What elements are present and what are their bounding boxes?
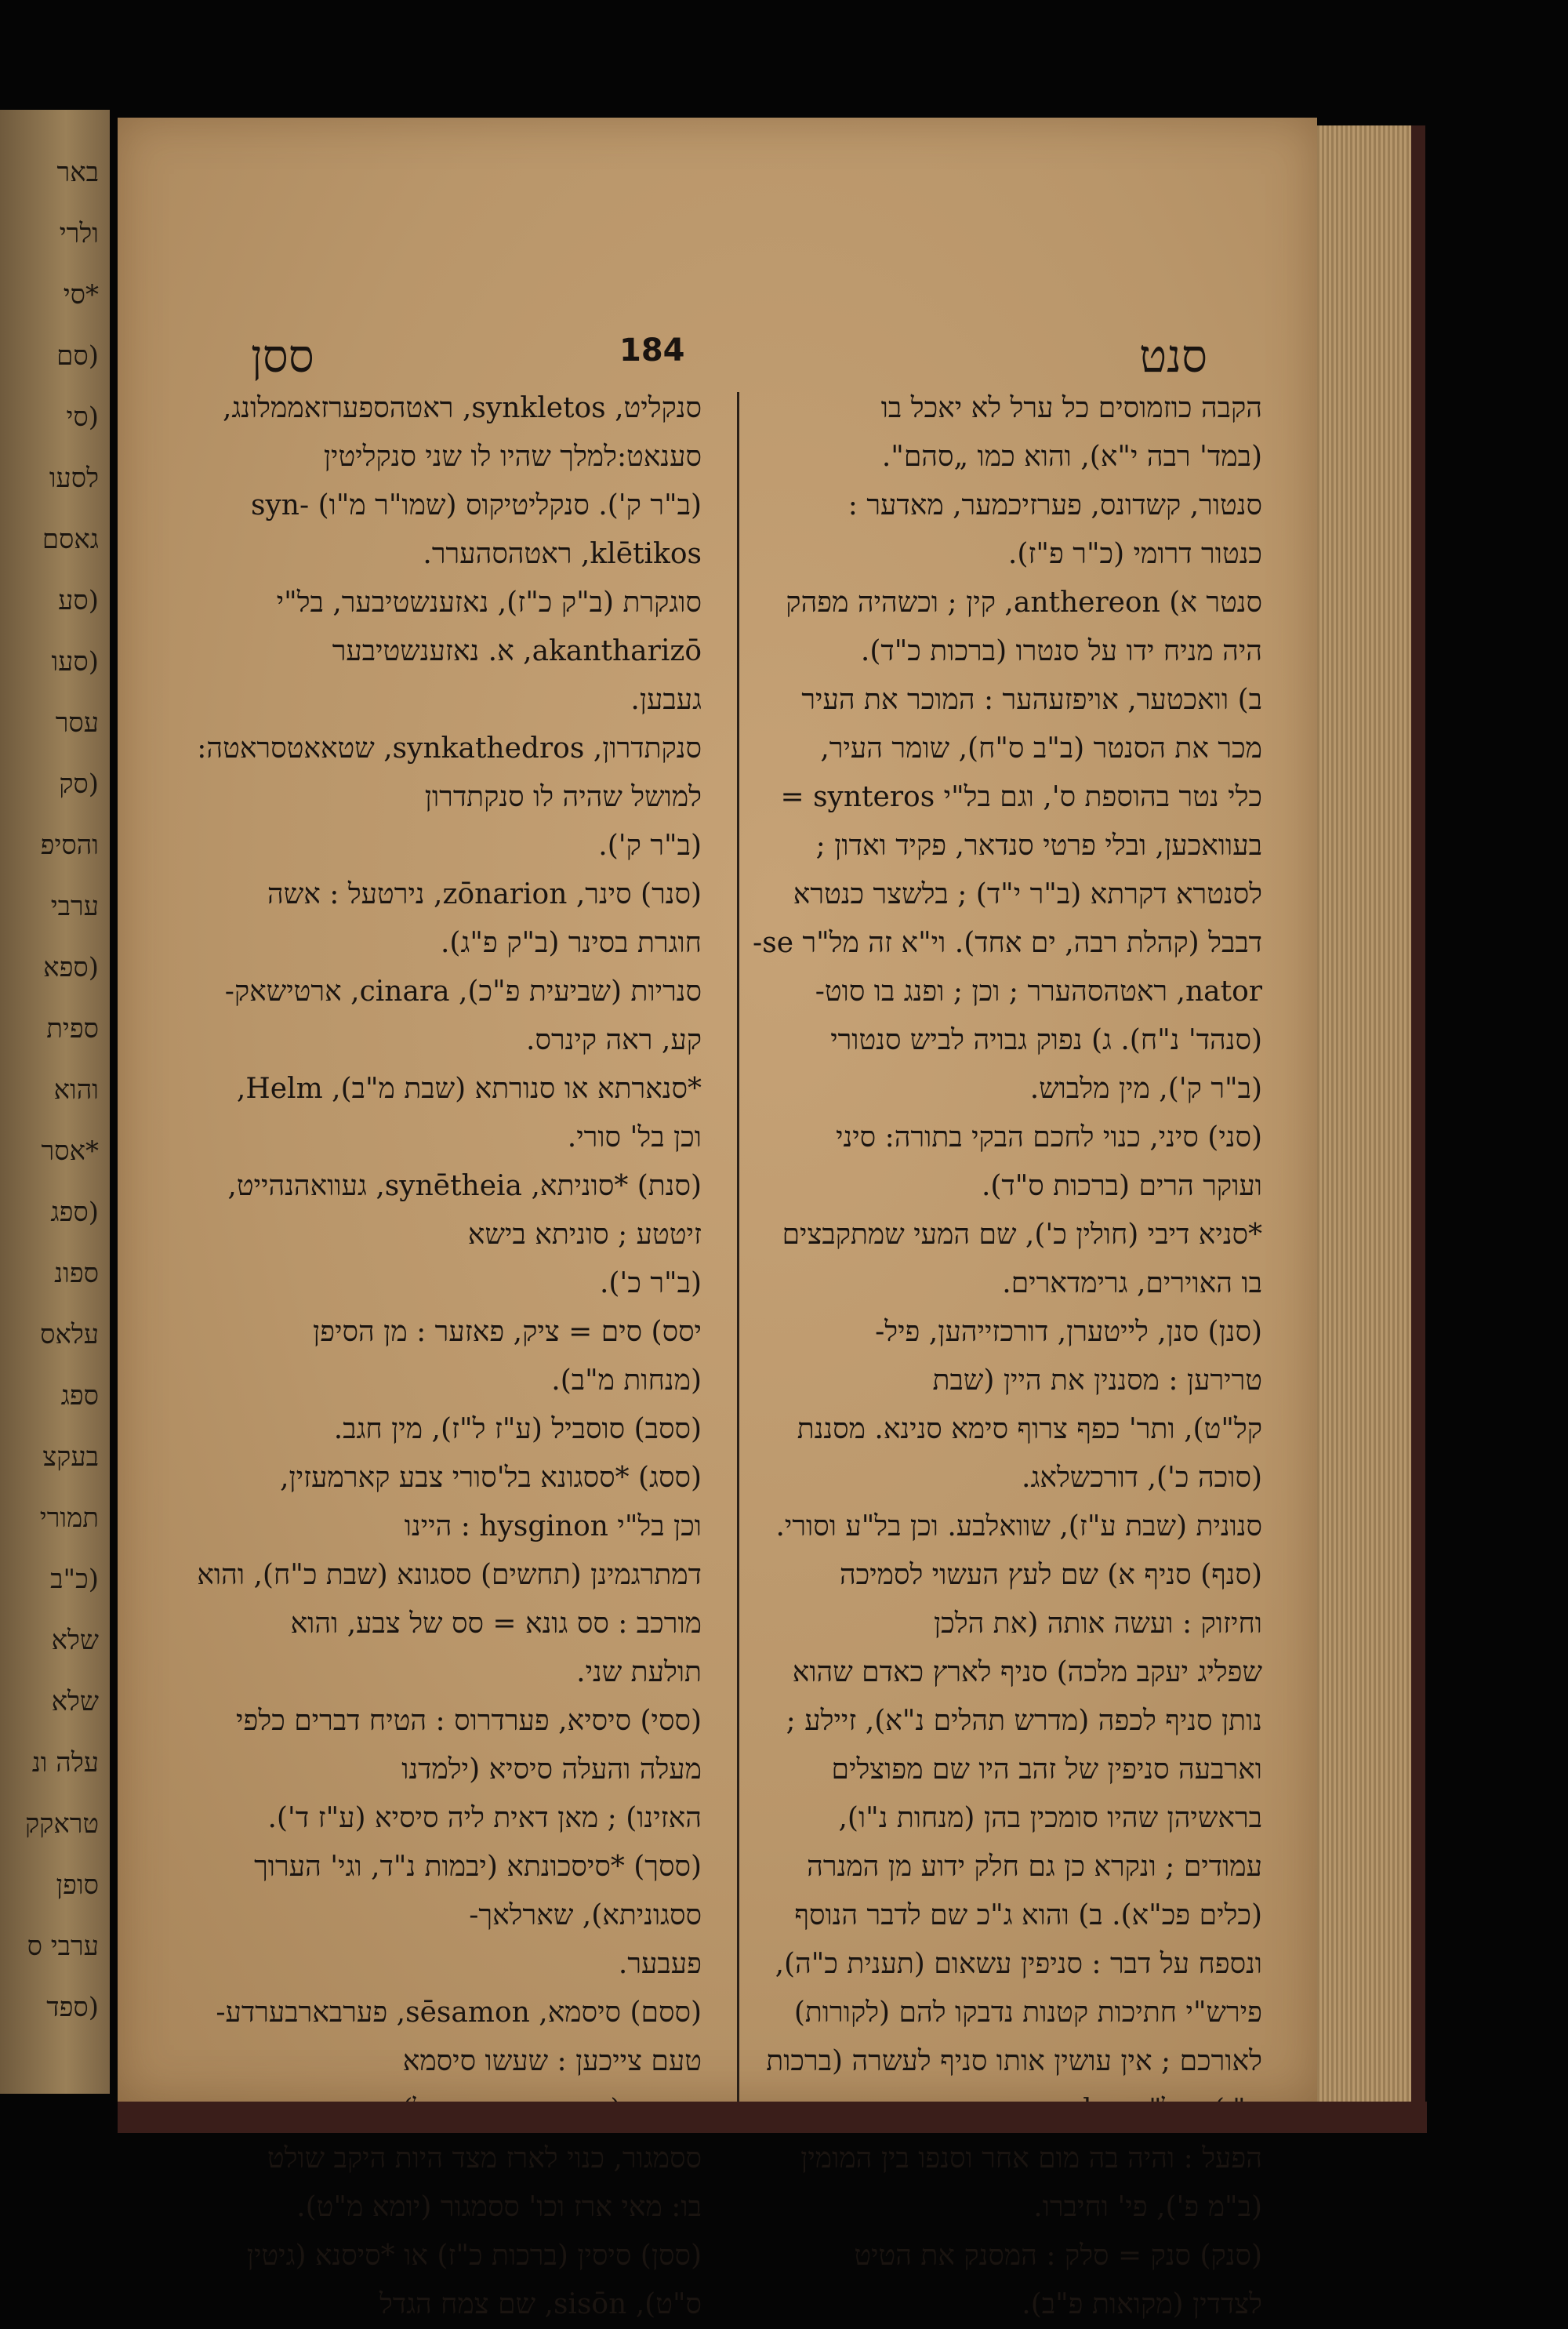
right-column-line: (ב"מ פ'), פי' וחיברו. <box>1033 2191 1262 2223</box>
previous-page-fragment: ספית <box>46 1013 99 1045</box>
right-column-line: (סנק) סנק = סלק : המסנק את הטיט <box>854 2240 1262 2272</box>
left-column-line: (ב"ר ק'). סנקליטיקוס (שמו"ר מ"ו) -syn <box>250 489 702 521</box>
previous-page-fragment: ערבי ס <box>27 1931 99 1962</box>
previous-page-fragment: באר <box>56 157 99 188</box>
previous-page-fragment: עלאס <box>40 1319 99 1350</box>
left-column-line: (סנת) *סוניתא, synētheia, געוואהנהייט, <box>227 1170 702 1202</box>
running-head-left: ססן <box>251 329 314 383</box>
previous-page-fragment: בעקצ <box>42 1441 99 1473</box>
right-column-line: הפעל : והיה בה מום אחר וסנפו בין המומין <box>800 2142 1262 2175</box>
left-column-line: האזינו) ; מאן דאית ליה סיסיא (ע"ז ד'). <box>267 1802 702 1834</box>
previous-page-fragment: (ספג <box>50 1197 99 1228</box>
left-column-line: וכן בל"י hysginon : היינו <box>404 1510 702 1542</box>
left-column-line: ססגוניתא), שארלאך- <box>469 1899 702 1931</box>
left-column-line: (מנחות מ"ב). <box>551 1364 702 1397</box>
right-column-line: (סוכה כ'), דורכשלאג. <box>1022 1462 1262 1494</box>
previous-page-fragment: טראקק <box>24 1808 99 1840</box>
previous-page-fragment: והסיפ <box>40 830 99 861</box>
previous-page-fragment: ערבי <box>50 891 99 922</box>
left-text-column <box>161 384 702 2329</box>
previous-page-fragment: עלה ונ <box>31 1747 99 1779</box>
right-column-line: טרירען : מסננין את היין (שבת <box>932 1364 1262 1397</box>
right-column-line: (ב"ר ק'), מין מלבוש. <box>1029 1073 1262 1105</box>
previous-page-fragment: (סעו <box>51 646 99 678</box>
right-text-column <box>721 384 1262 2329</box>
left-column-line: סנריות (שביעית פ"כ), cinara, ארטישאק- <box>224 976 702 1008</box>
left-column-line: יסס) סים = ציק, פאזער : מן הסיפן <box>313 1316 702 1348</box>
right-column-line: הקבה כוזמוסים כל ערל לא יאכל בו <box>880 392 1262 424</box>
previous-page-fragment: *סי <box>63 279 99 311</box>
page-number: 184 <box>619 332 685 369</box>
right-column-line: *סניא דיבי (חולין כ'), שם המעי שמתקבצים <box>782 1219 1262 1251</box>
previous-page-fragment: גאסם <box>42 524 99 555</box>
left-column-line: סנקתדרון, synkathedros, שטאאטסראטה: <box>197 732 702 765</box>
previous-page-fragment: ספונ <box>54 1258 99 1289</box>
right-column-line: וחיזוק : ועשה אותה (את הלכן <box>934 1608 1262 1640</box>
right-column-line: ונספח על דבר : סניפין עשאום (תענית כ"ה), <box>775 1948 1262 1980</box>
left-column-line: דמתרגמינן (תחשים) ססגונא (שבת כ"ח), והוא <box>197 1559 702 1591</box>
page-block-edge <box>1317 125 1425 2102</box>
previous-page-fragment: (סק <box>59 768 99 800</box>
left-column-line: (ססג) *ססגונא בל'סורי צבע קארמעזין, <box>280 1462 702 1494</box>
right-column-line: (סני) סיני, כנוי לחכם הבקי בתורה: סיני <box>836 1121 1262 1154</box>
previous-page-fragment: לסעו <box>49 463 99 494</box>
right-column-line: סנטור, קשדונס, פערזיכמער, מאדער : <box>848 489 1262 521</box>
previous-page-fragment: (סם <box>56 340 99 372</box>
left-column-line: (ססך) *סיסכונתא (יבמות נ"ד, וגי' הערוך <box>254 1851 702 1883</box>
left-column-line: סנקליט, synkletos, ראטהספערזאממלונג, <box>222 392 702 424</box>
left-column-line: (ססי) סיסיא, פערדרוס : הטיח דברים כלפי <box>236 1705 702 1737</box>
previous-page-fragment: והוא <box>53 1074 99 1106</box>
right-column-line: כלי נטר בהוספת ס', וגם בל"י synteros = <box>780 781 1262 813</box>
right-column-line: (במד' רבה י"א), והוא כמו „סהם". <box>881 441 1262 473</box>
right-column-line: לצדדין (מקואות פ"ב). <box>1022 2288 1262 2320</box>
left-column-line: למושל שהיה לו סנקתדרון <box>424 781 702 813</box>
previous-page-fragment: סופן <box>56 1869 99 1901</box>
right-column-line: (סנף) סניף א) שם לעץ העשוי לסמיכה <box>839 1559 1262 1591</box>
left-column-line: (ססם) סיסמא, sēsamon, פערבארבערדע- <box>216 1997 702 2029</box>
right-column-line: בראשיהן שהיו סומכין בהן (מנחות נ"ו), <box>838 1802 1262 1834</box>
left-column-line: (ב"ר ק'). <box>598 830 702 862</box>
previous-page-fragment: (סע <box>58 585 99 616</box>
previous-page-fragment: (ספא <box>43 952 99 983</box>
right-column-line: שפליג יעקב מלכה) סניף לארץ כאדם שהוא <box>792 1656 1262 1688</box>
left-column-line: מעלה והעלה סיסיא (ילמדנו <box>401 1753 702 1786</box>
left-column-line: טעם צייכען : שעשו סיסמא <box>402 2045 702 2077</box>
left-column-line: חוגרת בסינר (ב"ק פ"ג). <box>440 927 702 959</box>
left-column-line: (ססב) סוסביל (ע"ז ל"ז), מין חגב. <box>333 1413 702 1445</box>
right-column-line: דבבל (קהלת רבה, ים אחד). וי"א זה מל"ר se- <box>753 927 1262 959</box>
previous-page-fragment: (סי <box>66 401 99 433</box>
dictionary-page <box>118 118 1317 2320</box>
right-column-line: נותן סניף לכפה (מדרש תהלים נ"א), זיילע ; <box>786 1705 1262 1737</box>
left-column-line: (ב"ר כ'). <box>599 1267 702 1299</box>
left-column-line: סוגקרת (ב"ק כ"ז), נאזענשטיבער, בל"י <box>276 587 702 619</box>
left-column-line: מורכב : סס גונא = סס של צבע, והוא <box>290 1608 702 1640</box>
running-head-right: סנט <box>1139 329 1207 383</box>
left-column-line: ססמגור, כנוי לארז מצד היות היקב שולט <box>267 2142 702 2175</box>
previous-page-fragment: ולרי <box>59 218 99 249</box>
right-column-line: בו האוירים, גרימדארים. <box>1002 1267 1262 1299</box>
left-column-line: בו: מאי ארז וכו' ססמגור (יומא מ"ט). <box>296 2191 702 2223</box>
left-column-line: *סנארתא או סנורתא (שבת מ"ב), Helm, <box>236 1073 702 1105</box>
left-column-line: געבען. <box>630 684 702 716</box>
previous-page-fragment: שלא <box>51 1686 99 1717</box>
right-column-line: קל"ט), ותר' כפף צרוף סימא סנינא. מסננת <box>797 1413 1262 1445</box>
previous-page-fragment: (כ"ב <box>50 1564 99 1595</box>
right-column-line: פירש"י חתיכות קטנות נדבקו להם (לקורות) <box>793 1997 1262 2029</box>
left-column-line: ס"ט), sisōn, שם צמח הגדל <box>379 2288 702 2320</box>
right-column-line: סנטר א) anthereon, קין ; וכשהיה מפהק <box>786 587 1262 619</box>
left-column-line: וכן בל' סורי. <box>567 1121 702 1154</box>
left-column-line: זיטטע ; סוניתא בישא <box>467 1219 702 1251</box>
left-column-line: (סנר) סינר, zōnarion, נירטעל : אשה <box>267 878 702 910</box>
right-column-line: nator, ראטהסהערר ; וכן ; ופנג בו סוט- <box>815 976 1262 1008</box>
left-column-line: תולעת שני. <box>576 1656 702 1688</box>
right-column-line: ב) וואכטער, אויפזעהער : המוכר את העיר <box>801 684 1262 716</box>
previous-page-fragment: תמורי <box>39 1502 99 1534</box>
right-column-line: (כלים פכ"א). ב) והוא ג"כ שם לדבר הנוסף <box>794 1899 1262 1931</box>
previous-page-edge <box>0 110 110 2094</box>
right-column-line: וארבעה סניפין של זהב היו שם מפוצלים <box>831 1753 1262 1786</box>
right-column-line: לאורכם ; אין עושין אותו סניף לעשרה (ברכות <box>766 2045 1262 2077</box>
book-cover-edge <box>118 2102 1427 2133</box>
left-column-line: klētikos, ראטהסהערר. <box>423 538 702 570</box>
right-column-line: לסנטרא דקרתא (ב"ר י"ד) ; בלשצר כנטרא <box>793 878 1262 910</box>
right-column-line: מכר את הסנטר (ב"ב ס"ח), שומר העיר, <box>820 732 1262 765</box>
right-column-line: כנטור דרומי (כ"ר פ"ז). <box>1007 538 1262 570</box>
right-column-line: (סנן) סנן, לייטערן, דורכזייהען, פיל- <box>875 1316 1262 1348</box>
previous-page-fragment: *אסר <box>41 1135 99 1167</box>
left-column-line: סענאט:למלך שהיו לו שני סנקליטין <box>323 441 702 473</box>
right-column-line: היה מניח ידו על סנטרו (ברכות כ"ד). <box>860 635 1262 667</box>
left-column-line: קע, ראה קינרס. <box>526 1024 702 1056</box>
previous-page-fragment: (ספד <box>46 1992 99 2023</box>
right-column-line: סנונית (שבת ע"ז), שוואלבע. וכן בל"ע וסורי. <box>775 1510 1262 1542</box>
column-divider <box>737 392 739 2102</box>
previous-page-fragment: עסר <box>55 707 99 739</box>
previous-page-fragment: שלא <box>51 1625 99 1656</box>
page-header <box>118 329 1317 384</box>
left-column-line: (ססן) סיסין (ברכות כ"ז) או *סיסנא (גיטין <box>246 2240 702 2272</box>
left-column-line: akanthari̇zō, א. נאזענשטיבער <box>332 635 702 667</box>
right-column-line: (סנהד' נ"ח). ג) נפוק גבויה לביש סנטורי <box>830 1024 1262 1056</box>
right-column-line: ועוקר הרים (ברכות ס"ד). <box>981 1170 1262 1202</box>
right-column-line: בעוואכען, ובלי פרטי סנדאר, פקיד ואדון ; <box>815 830 1262 862</box>
previous-page-fragment: ספג <box>60 1380 99 1412</box>
left-column-line: פעבער. <box>618 1948 702 1980</box>
right-column-line: עמודים ; ונקרא כן גם חלק ידוע מן המנרה <box>807 1851 1262 1883</box>
